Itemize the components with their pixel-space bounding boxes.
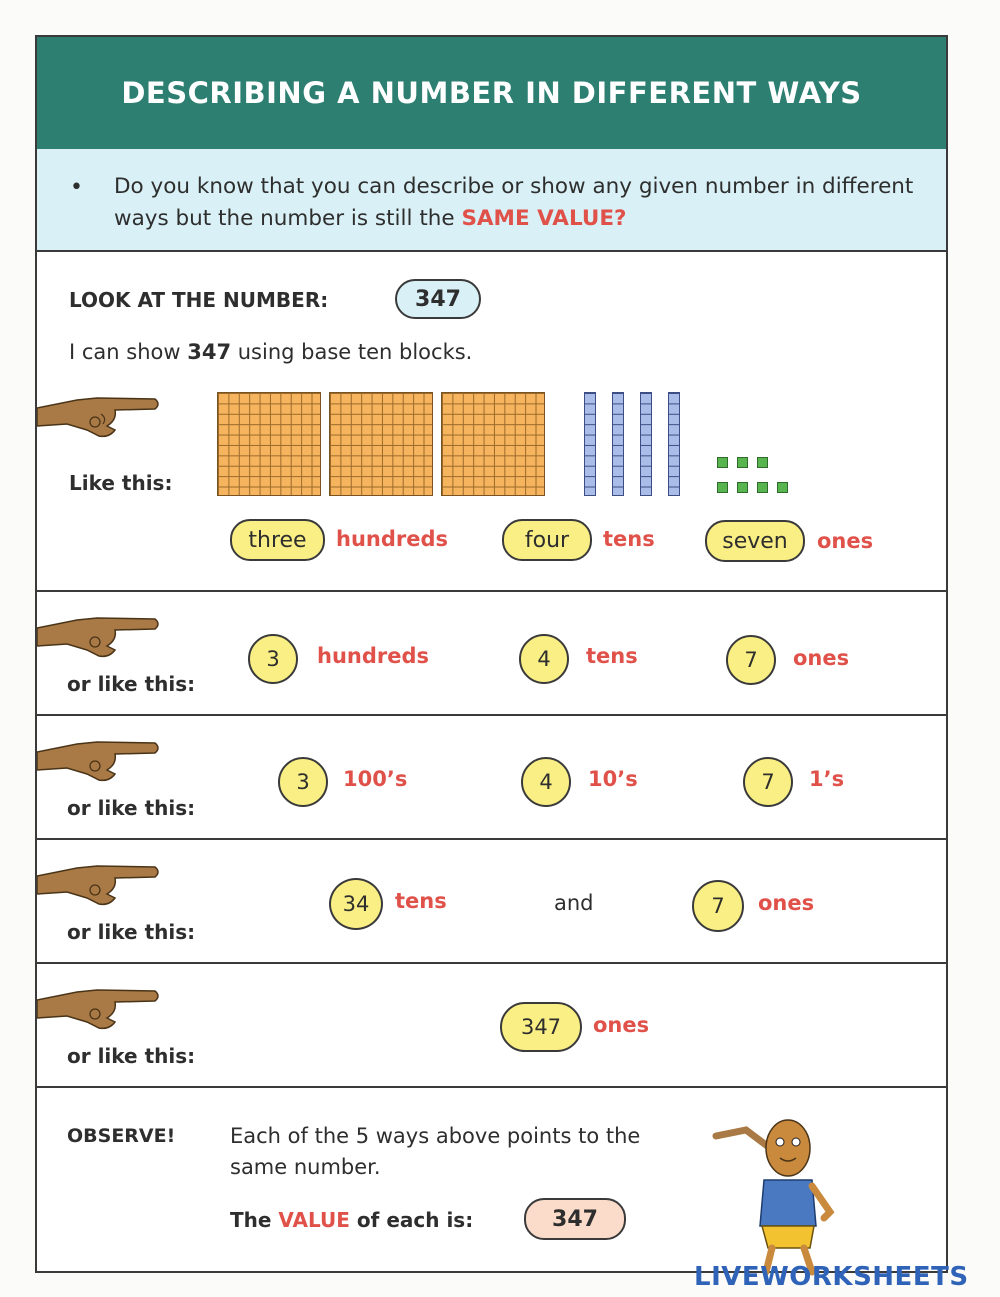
intro-text xyxy=(114,171,924,235)
answer-digit-tens[interactable]: 4 xyxy=(519,634,569,684)
section-regroup xyxy=(37,840,946,964)
look-label: LOOK AT THE NUMBER: xyxy=(69,288,329,312)
answer-digit-tens[interactable]: 4 xyxy=(521,757,571,807)
show-sentence xyxy=(69,340,472,364)
conjunction-and: and xyxy=(554,891,594,915)
one-cube xyxy=(777,482,788,493)
one-cube xyxy=(717,482,728,493)
or-like-this-label: or like this: xyxy=(67,672,196,696)
one-cube xyxy=(717,457,728,468)
unit-tens: tens xyxy=(586,644,638,668)
unit-tens: tens xyxy=(395,889,447,913)
value-suffix: of each is: xyxy=(349,1208,474,1232)
unit-hundreds: hundreds xyxy=(336,527,449,551)
hundred-block xyxy=(329,392,433,496)
value-prefix: The xyxy=(230,1208,279,1232)
unit-hundreds: hundreds xyxy=(317,644,430,668)
section-observe xyxy=(37,1088,946,1273)
worksheet xyxy=(35,35,948,1273)
observe-text: Each of the 5 ways above points to the same number. xyxy=(230,1124,641,1179)
show-sentence-number: 347 xyxy=(187,340,232,364)
ten-rod xyxy=(584,392,596,496)
section-digits xyxy=(37,592,946,716)
one-cube xyxy=(737,482,748,493)
unit-ones-place: 1’s xyxy=(809,767,845,791)
pointing-hand-icon xyxy=(37,982,162,1044)
answer-value[interactable]: 347 xyxy=(524,1198,626,1240)
pointing-hand-icon xyxy=(37,390,162,452)
unit-ones: ones xyxy=(793,646,850,670)
answer-word-tens[interactable]: four xyxy=(502,519,592,561)
or-like-this-label: or like this: xyxy=(67,1044,196,1068)
number-pill: 347 xyxy=(395,279,481,319)
intro-bullet: • xyxy=(70,175,83,200)
unit-ones: ones xyxy=(758,891,815,915)
unit-hundreds-place: 100’s xyxy=(343,767,408,791)
one-cube xyxy=(757,482,768,493)
answer-ones-count[interactable]: 7 xyxy=(692,880,744,932)
answer-ones-total[interactable]: 347 xyxy=(500,1002,582,1052)
value-sentence xyxy=(230,1208,473,1232)
cartoon-character-icon xyxy=(712,1108,862,1278)
section-place-values xyxy=(37,716,946,840)
or-like-this-label: or like this: xyxy=(67,796,196,820)
answer-digit-ones[interactable]: 7 xyxy=(743,757,793,807)
hundred-block xyxy=(441,392,545,496)
ten-rod xyxy=(640,392,652,496)
answer-digit-ones[interactable]: 7 xyxy=(726,635,776,685)
unit-tens-place: 10’s xyxy=(588,767,638,791)
or-like-this-label: or like this: xyxy=(67,920,196,944)
intro-highlight: SAME VALUE? xyxy=(461,206,627,231)
unit-ones: ones xyxy=(817,529,874,553)
section-base-ten xyxy=(37,252,946,592)
value-word: VALUE xyxy=(278,1208,350,1232)
answer-word-ones[interactable]: seven xyxy=(705,520,805,562)
intro-box xyxy=(37,149,946,252)
ten-rod xyxy=(612,392,624,496)
answer-word-hundreds[interactable]: three xyxy=(230,519,325,561)
section-ones xyxy=(37,964,946,1088)
pointing-hand-icon xyxy=(37,610,162,672)
show-sentence-start: I can show xyxy=(69,340,188,364)
page-title: DESCRIBING A NUMBER IN DIFFERENT WAYS xyxy=(37,37,946,149)
pointing-hand-icon xyxy=(37,734,162,796)
ten-rod xyxy=(668,392,680,496)
like-this-label: Like this: xyxy=(69,471,173,495)
pointing-hand-icon xyxy=(37,858,162,920)
show-sentence-end: using base ten blocks. xyxy=(231,340,473,364)
answer-digit-hundreds[interactable]: 3 xyxy=(248,634,298,684)
hundred-block xyxy=(217,392,321,496)
one-cube xyxy=(757,457,768,468)
one-cube xyxy=(737,457,748,468)
unit-tens: tens xyxy=(603,527,655,551)
answer-digit-hundreds[interactable]: 3 xyxy=(278,757,328,807)
liveworksheets-logo-icon: LIVEWORKSHEETS xyxy=(694,1262,969,1292)
answer-tens-count[interactable]: 34 xyxy=(329,878,383,930)
observe-label: OBSERVE! xyxy=(67,1125,176,1147)
intro-text-body: Do you know that you can describe or show any given number in different ways but the number is still the xyxy=(114,174,914,231)
unit-ones: ones xyxy=(593,1013,650,1037)
